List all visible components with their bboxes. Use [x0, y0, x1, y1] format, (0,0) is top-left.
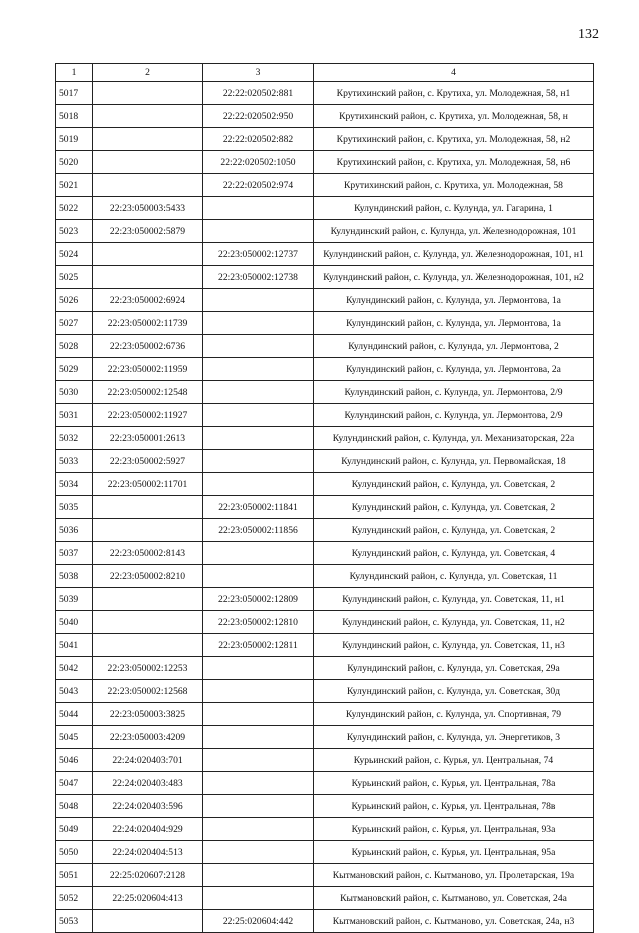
row-number-cell: 5036 — [56, 519, 93, 542]
cadastral-number-cell — [203, 680, 314, 703]
row-number-cell: 5051 — [56, 864, 93, 887]
row-number-cell: 5047 — [56, 772, 93, 795]
address-cell: Кулундинский район, с. Кулунда, ул. Советская, 4 — [314, 542, 594, 565]
cadastral-number-cell — [203, 404, 314, 427]
table-row — [56, 611, 594, 634]
table-body — [56, 82, 594, 933]
table-row — [56, 358, 594, 381]
row-number-cell: 5024 — [56, 243, 93, 266]
cadastral-number-cell: 22:25:020604:442 — [203, 910, 314, 933]
cadastral-number-cell — [203, 657, 314, 680]
row-number-cell: 5017 — [56, 82, 93, 105]
row-number-cell: 5019 — [56, 128, 93, 151]
row-number-cell: 5025 — [56, 266, 93, 289]
column-header: 1 — [56, 64, 93, 82]
table-row — [56, 703, 594, 726]
cadastral-number-cell: 22:22:020502:974 — [203, 174, 314, 197]
table-row — [56, 818, 594, 841]
address-cell: Кулундинский район, с. Кулунда, ул. Советская, 11, н1 — [314, 588, 594, 611]
cadastral-number-cell: 22:23:050002:5927 — [93, 450, 203, 473]
address-cell: Курьинский район, с. Курья, ул. Центральная, 93а — [314, 818, 594, 841]
cadastral-number-cell — [203, 358, 314, 381]
row-number-cell: 5040 — [56, 611, 93, 634]
address-cell: Кулундинский район, с. Кулунда, ул. Советская, 11, н2 — [314, 611, 594, 634]
row-number-cell: 5053 — [56, 910, 93, 933]
table-row — [56, 151, 594, 174]
cadastral-number-cell: 22:23:050001:2613 — [93, 427, 203, 450]
cadastral-number-cell: 22:22:020502:1050 — [203, 151, 314, 174]
table-row — [56, 496, 594, 519]
table-row — [56, 841, 594, 864]
cadastral-number-cell: 22:24:020403:701 — [93, 749, 203, 772]
cadastral-number-cell — [93, 496, 203, 519]
row-number-cell: 5039 — [56, 588, 93, 611]
cadastral-number-cell: 22:23:050002:6736 — [93, 335, 203, 358]
table-row — [56, 657, 594, 680]
address-cell: Курьинский район, с. Курья, ул. Центральная, 95а — [314, 841, 594, 864]
row-number-cell: 5021 — [56, 174, 93, 197]
cadastral-number-cell — [203, 289, 314, 312]
row-number-cell: 5042 — [56, 657, 93, 680]
address-cell: Кулундинский район, с. Кулунда, ул. Советская, 30д — [314, 680, 594, 703]
cadastral-number-cell — [203, 795, 314, 818]
cadastral-number-cell: 22:23:050002:12809 — [203, 588, 314, 611]
cadastral-number-cell: 22:23:050002:12810 — [203, 611, 314, 634]
table-row — [56, 519, 594, 542]
table-row — [56, 427, 594, 450]
table-row — [56, 450, 594, 473]
row-number-cell: 5026 — [56, 289, 93, 312]
address-cell: Кулундинский район, с. Кулунда, ул. Советская, 11 — [314, 565, 594, 588]
column-header: 2 — [93, 64, 203, 82]
row-number-cell: 5028 — [56, 335, 93, 358]
cadastral-number-cell: 22:23:050002:5879 — [93, 220, 203, 243]
table-row — [56, 82, 594, 105]
cadastral-number-cell: 22:25:020604:413 — [93, 887, 203, 910]
row-number-cell: 5033 — [56, 450, 93, 473]
cadastral-number-cell — [203, 220, 314, 243]
cadastral-number-cell — [93, 82, 203, 105]
table-row — [56, 335, 594, 358]
address-cell: Кулундинский район, с. Кулунда, ул. Энергетиков, 3 — [314, 726, 594, 749]
address-cell: Кулундинский район, с. Кулунда, ул. Спортивная, 79 — [314, 703, 594, 726]
address-cell: Кулундинский район, с. Кулунда, ул. Механизаторская, 22а — [314, 427, 594, 450]
address-cell: Кулундинский район, с. Кулунда, ул. Советская, 2 — [314, 473, 594, 496]
row-number-cell: 5034 — [56, 473, 93, 496]
page-number: 132 — [578, 27, 599, 42]
cadastral-number-cell: 22:23:050002:12548 — [93, 381, 203, 404]
address-cell: Кулундинский район, с. Кулунда, ул. Советская, 2 — [314, 519, 594, 542]
table-row — [56, 174, 594, 197]
address-cell: Курьинский район, с. Курья, ул. Центральная, 78а — [314, 772, 594, 795]
cadastral-number-cell — [93, 519, 203, 542]
cadastral-number-cell: 22:23:050002:12738 — [203, 266, 314, 289]
table-row — [56, 887, 594, 910]
cadastral-number-cell — [203, 427, 314, 450]
row-number-cell: 5050 — [56, 841, 93, 864]
row-number-cell: 5037 — [56, 542, 93, 565]
cadastral-number-cell — [203, 335, 314, 358]
cadastral-number-cell: 22:25:020607:2128 — [93, 864, 203, 887]
table-row — [56, 772, 594, 795]
table-row — [56, 197, 594, 220]
address-cell: Кытмановский район, с. Кытманово, ул. Пролетарская, 19а — [314, 864, 594, 887]
cadastral-number-cell — [203, 312, 314, 335]
row-number-cell: 5020 — [56, 151, 93, 174]
address-cell: Курьинский район, с. Курья, ул. Центральная, 74 — [314, 749, 594, 772]
cadastral-number-cell — [203, 197, 314, 220]
address-cell: Кулундинский район, с. Кулунда, ул. Советская, 29а — [314, 657, 594, 680]
address-cell: Кулундинский район, с. Кулунда, ул. Лермонтова, 2/9 — [314, 381, 594, 404]
row-number-cell: 5029 — [56, 358, 93, 381]
cadastral-number-cell — [203, 749, 314, 772]
address-cell: Кулундинский район, с. Кулунда, ул. Лермонтова, 2/9 — [314, 404, 594, 427]
cadastral-number-cell: 22:23:050002:11841 — [203, 496, 314, 519]
row-number-cell: 5041 — [56, 634, 93, 657]
cadastral-number-cell — [203, 473, 314, 496]
cadastral-number-cell — [203, 864, 314, 887]
table-row — [56, 588, 594, 611]
table-row — [56, 910, 594, 933]
row-number-cell: 5032 — [56, 427, 93, 450]
cadastral-number-cell: 22:23:050002:12737 — [203, 243, 314, 266]
table-row — [56, 404, 594, 427]
row-number-cell: 5022 — [56, 197, 93, 220]
cadastral-number-cell: 22:23:050002:12568 — [93, 680, 203, 703]
cadastral-number-cell — [203, 818, 314, 841]
table-row — [56, 726, 594, 749]
row-number-cell: 5045 — [56, 726, 93, 749]
row-number-cell: 5043 — [56, 680, 93, 703]
table-row — [56, 266, 594, 289]
cadastral-number-cell: 22:24:020404:513 — [93, 841, 203, 864]
row-number-cell: 5030 — [56, 381, 93, 404]
table-row — [56, 289, 594, 312]
cadastral-number-cell — [203, 381, 314, 404]
cadastral-number-cell: 22:23:050003:5433 — [93, 197, 203, 220]
table-row — [56, 473, 594, 496]
cadastral-number-cell: 22:23:050003:3825 — [93, 703, 203, 726]
row-number-cell: 5038 — [56, 565, 93, 588]
cadastral-number-cell — [93, 588, 203, 611]
row-number-cell: 5044 — [56, 703, 93, 726]
cadastral-number-cell: 22:23:050002:12811 — [203, 634, 314, 657]
cadastral-number-cell: 22:22:020502:950 — [203, 105, 314, 128]
cadastral-number-cell — [93, 151, 203, 174]
table-row — [56, 312, 594, 335]
address-cell: Кулундинский район, с. Кулунда, ул. Лермонтова, 1а — [314, 312, 594, 335]
cadastral-number-cell: 22:23:050003:4209 — [93, 726, 203, 749]
cadastral-number-cell — [93, 634, 203, 657]
table-row — [56, 542, 594, 565]
address-cell: Кулундинский район, с. Кулунда, ул. Железнодорожная, 101, н1 — [314, 243, 594, 266]
address-cell: Крутихинский район, с. Крутиха, ул. Молодежная, 58, н1 — [314, 82, 594, 105]
address-cell: Кытмановский район, с. Кытманово, ул. Советская, 24а, н3 — [314, 910, 594, 933]
cadastral-number-cell — [93, 611, 203, 634]
cadastral-number-cell — [93, 266, 203, 289]
column-header: 4 — [314, 64, 594, 82]
cadastral-number-cell — [203, 841, 314, 864]
table-row — [56, 243, 594, 266]
address-cell: Кулундинский район, с. Кулунда, ул. Первомайская, 18 — [314, 450, 594, 473]
cadastral-number-cell: 22:22:020502:881 — [203, 82, 314, 105]
row-number-cell: 5018 — [56, 105, 93, 128]
cadastral-number-cell: 22:23:050002:8210 — [93, 565, 203, 588]
table-row — [56, 864, 594, 887]
cadastral-number-cell: 22:23:050002:11927 — [93, 404, 203, 427]
cadastral-number-cell: 22:23:050002:11959 — [93, 358, 203, 381]
address-cell: Крутихинский район, с. Крутиха, ул. Молодежная, 58, н — [314, 105, 594, 128]
cadastral-number-cell — [203, 542, 314, 565]
column-header: 3 — [203, 64, 314, 82]
address-cell: Кулундинский район, с. Кулунда, ул. Лермонтова, 2 — [314, 335, 594, 358]
table-row — [56, 105, 594, 128]
row-number-cell: 5046 — [56, 749, 93, 772]
cadastral-number-cell — [203, 887, 314, 910]
row-number-cell: 5023 — [56, 220, 93, 243]
address-cell: Кытмановский район, с. Кытманово, ул. Советская, 24а — [314, 887, 594, 910]
cadastral-number-cell — [203, 772, 314, 795]
cadastral-number-cell: 22:23:050002:11856 — [203, 519, 314, 542]
table-row — [56, 565, 594, 588]
table-header-row — [56, 64, 594, 82]
address-cell: Кулундинский район, с. Кулунда, ул. Лермонтова, 2а — [314, 358, 594, 381]
cadastral-number-cell: 22:24:020403:596 — [93, 795, 203, 818]
cadastral-number-cell — [93, 105, 203, 128]
cadastral-number-cell: 22:23:050002:11739 — [93, 312, 203, 335]
address-cell: Крутихинский район, с. Крутиха, ул. Молодежная, 58, н6 — [314, 151, 594, 174]
cadastral-number-cell — [93, 128, 203, 151]
cadastral-number-cell: 22:24:020403:483 — [93, 772, 203, 795]
cadastral-number-cell — [93, 243, 203, 266]
cadastral-number-cell — [203, 703, 314, 726]
cadastral-number-cell — [93, 910, 203, 933]
cadastral-number-cell — [93, 174, 203, 197]
address-cell: Курьинский район, с. Курья, ул. Центральная, 78в — [314, 795, 594, 818]
cadastral-number-cell — [203, 726, 314, 749]
address-cell: Кулундинский район, с. Кулунда, ул. Железнодорожная, 101, н2 — [314, 266, 594, 289]
row-number-cell: 5048 — [56, 795, 93, 818]
cadastral-number-cell: 22:22:020502:882 — [203, 128, 314, 151]
row-number-cell: 5027 — [56, 312, 93, 335]
table-row — [56, 634, 594, 657]
address-cell: Кулундинский район, с. Кулунда, ул. Советская, 2 — [314, 496, 594, 519]
table-row — [56, 220, 594, 243]
cadastral-number-cell: 22:23:050002:8143 — [93, 542, 203, 565]
cadastral-number-cell — [203, 565, 314, 588]
address-cell: Кулундинский район, с. Кулунда, ул. Гагарина, 1 — [314, 197, 594, 220]
row-number-cell: 5049 — [56, 818, 93, 841]
table-row — [56, 381, 594, 404]
cadastral-number-cell: 22:23:050002:11701 — [93, 473, 203, 496]
property-registry-table — [55, 63, 594, 933]
address-cell: Кулундинский район, с. Кулунда, ул. Лермонтова, 1а — [314, 289, 594, 312]
table-row — [56, 680, 594, 703]
table-row — [56, 795, 594, 818]
address-cell: Кулундинский район, с. Кулунда, ул. Советская, 11, н3 — [314, 634, 594, 657]
table-row — [56, 128, 594, 151]
cadastral-number-cell — [203, 450, 314, 473]
address-cell: Крутихинский район, с. Крутиха, ул. Молодежная, 58, н2 — [314, 128, 594, 151]
table-row — [56, 749, 594, 772]
row-number-cell: 5035 — [56, 496, 93, 519]
cadastral-number-cell: 22:23:050002:6924 — [93, 289, 203, 312]
cadastral-number-cell: 22:24:020404:929 — [93, 818, 203, 841]
address-cell: Крутихинский район, с. Крутиха, ул. Молодежная, 58 — [314, 174, 594, 197]
row-number-cell: 5052 — [56, 887, 93, 910]
address-cell: Кулундинский район, с. Кулунда, ул. Железнодорожная, 101 — [314, 220, 594, 243]
cadastral-number-cell: 22:23:050002:12253 — [93, 657, 203, 680]
row-number-cell: 5031 — [56, 404, 93, 427]
